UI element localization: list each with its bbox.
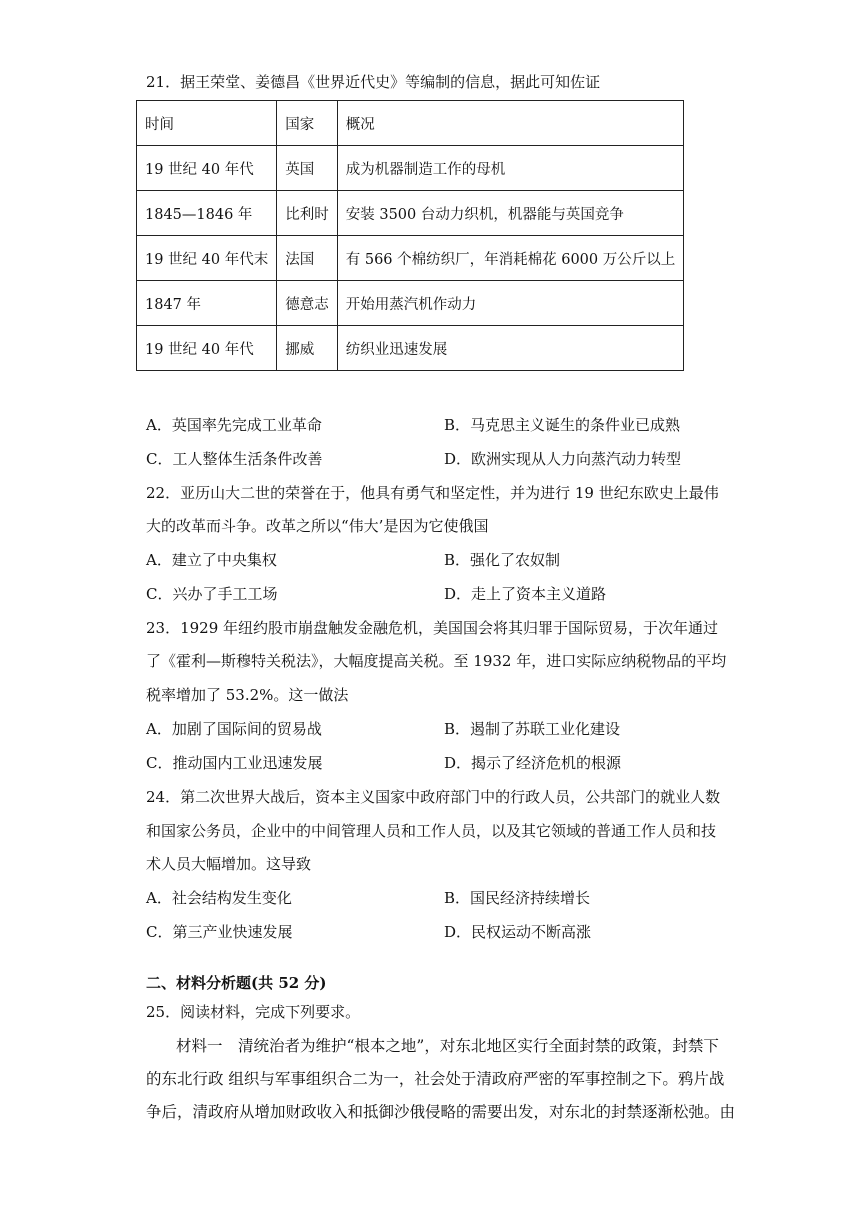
table-header-row bbox=[137, 101, 684, 146]
q24-option-b: B．国民经济持续增长 bbox=[444, 889, 591, 907]
q24-stem-line: 术人员大幅增加。这导致 bbox=[146, 855, 312, 873]
table-cell: 1845—1846 年 bbox=[137, 191, 277, 236]
q24-option-d: D．民权运动不断高涨 bbox=[444, 923, 592, 941]
table-row bbox=[137, 146, 684, 191]
table-header-cell: 国家 bbox=[277, 101, 338, 146]
q22-option-d: D．走上了资本主义道路 bbox=[444, 585, 607, 603]
table-header-cell: 时间 bbox=[137, 101, 277, 146]
q22-option-a: A．建立了中央集权 bbox=[146, 551, 277, 569]
table-row bbox=[137, 191, 684, 236]
q24-stem-line: 和国家公务员，企业中的中间管理人员和工作人员，以及其它领域的普通工作人员和技 bbox=[146, 822, 717, 840]
table-cell: 安装 3500 台动力织机，机器能与英国竞争 bbox=[337, 191, 684, 236]
table-cell: 成为机器制造工作的母机 bbox=[337, 146, 684, 191]
q21-stem: 21．据王荣堂、姜德昌《世界近代史》等编制的信息，据此可知佐证 bbox=[146, 73, 601, 91]
q23-stem-line: 了《霍利—斯穆特关税法》，大幅度提高关税。至 1932 年，进口实际应纳税物品的平均 bbox=[146, 652, 727, 670]
table-cell: 19 世纪 40 年代末 bbox=[137, 236, 277, 281]
q23-option-b: B．遏制了苏联工业化建设 bbox=[444, 720, 621, 738]
table-cell: 比利时 bbox=[277, 191, 338, 236]
q23-stem-line: 23．1929 年纽约股市崩盘触发金融危机，美国国会将其归罪于国际贸易，于次年通过 bbox=[146, 619, 719, 637]
q22-stem-line: 22．亚历山大二世的荣誉在于，他具有勇气和坚定性，并为进行 19 世纪东欧史上最伟 bbox=[146, 484, 719, 502]
table-header-cell: 概况 bbox=[337, 101, 684, 146]
q23-stem-line: 税率增加了 53.2%。这一做法 bbox=[146, 686, 349, 704]
q24-option-c: C．第三产业快速发展 bbox=[146, 923, 293, 941]
q21-option-a: A．英国率先完成工业革命 bbox=[146, 416, 322, 434]
table-cell: 19 世纪 40 年代 bbox=[137, 146, 277, 191]
table-cell: 法国 bbox=[277, 236, 338, 281]
table-cell: 英国 bbox=[277, 146, 338, 191]
q24-option-a: A．社会结构发生变化 bbox=[146, 889, 292, 907]
table-cell: 纺织业迅速发展 bbox=[337, 326, 684, 371]
q21-table bbox=[136, 100, 684, 371]
table-cell: 开始用蒸汽机作动力 bbox=[337, 281, 684, 326]
section-title: 二、材料分析题(共 52 分) bbox=[146, 974, 327, 992]
material-line: 争后，清政府从增加财政收入和抵御沙俄侵略的需要出发，对东北的封禁逐渐松弛。由 bbox=[146, 1103, 736, 1121]
q23-option-c: C．推动国内工业迅速发展 bbox=[146, 754, 323, 772]
q24-stem-line: 24．第二次世界大战后，资本主义国家中政府部门中的行政人员，公共部门的就业人数 bbox=[146, 788, 721, 806]
q22-option-b: B．强化了农奴制 bbox=[444, 551, 561, 569]
q23-option-a: A．加剧了国际间的贸易战 bbox=[146, 720, 322, 738]
material-line: 材料一 清统治者为维护“根本之地”，对东北地区实行全面封禁的政策，封禁下 bbox=[176, 1037, 719, 1055]
q25-stem: 25．阅读材料，完成下列要求。 bbox=[146, 1003, 361, 1021]
table-cell: 有 566 个棉纺织厂，年消耗棉花 6000 万公斤以上 bbox=[337, 236, 684, 281]
table-cell: 德意志 bbox=[277, 281, 338, 326]
table-cell: 挪威 bbox=[277, 326, 338, 371]
table-cell: 1847 年 bbox=[137, 281, 277, 326]
table-cell: 19 世纪 40 年代 bbox=[137, 326, 277, 371]
q22-stem-line: 大的改革而斗争。改革之所以“伟大’是因为它使俄国 bbox=[146, 517, 489, 535]
q22-option-c: C．兴办了手工工场 bbox=[146, 585, 278, 603]
q21-option-b: B．马克思主义诞生的条件业已成熟 bbox=[444, 416, 681, 434]
q23-option-d: D．揭示了经济危机的根源 bbox=[444, 754, 622, 772]
q21-option-d: D．欧洲实现从人力向蒸汽动力转型 bbox=[444, 450, 682, 468]
q21-option-c: C．工人整体生活条件改善 bbox=[146, 450, 323, 468]
table-row bbox=[137, 236, 684, 281]
material-line: 的东北行政 组织与军事组织合二为一，社会处于清政府严密的军事控制之下。鸦片战 bbox=[146, 1070, 725, 1088]
table-row bbox=[137, 281, 684, 326]
table-row bbox=[137, 326, 684, 371]
